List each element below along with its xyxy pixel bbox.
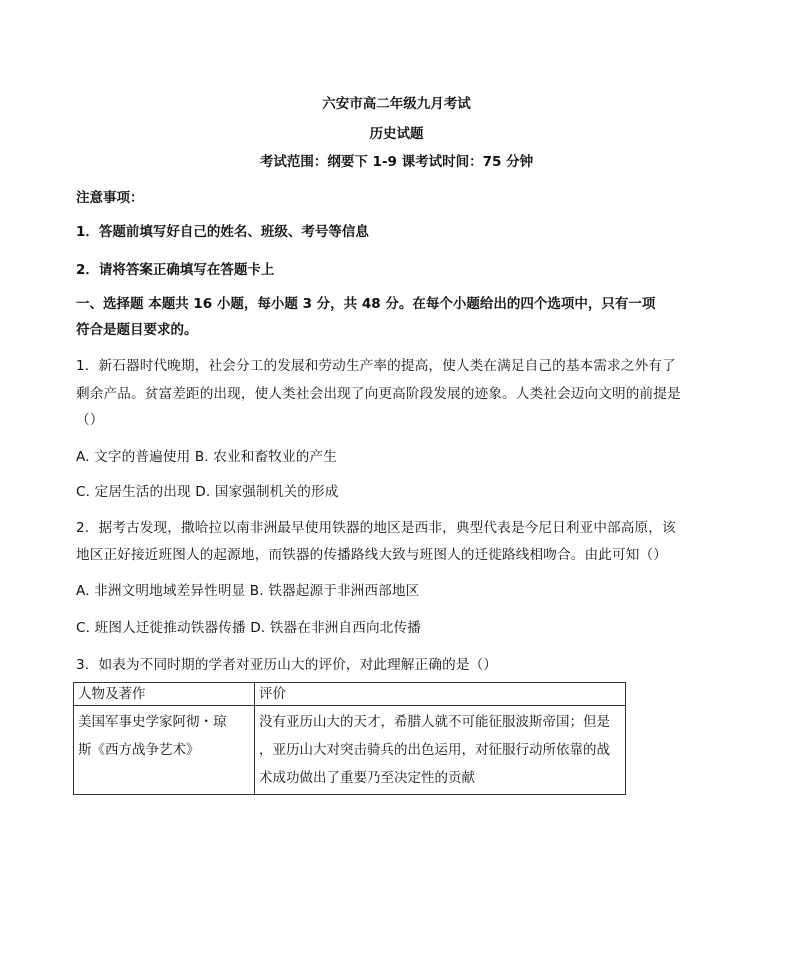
notice-item: 1．答题前填写好自己的姓名、班级、考号等信息 — [76, 224, 369, 240]
table-header-row — [74, 683, 626, 706]
cell-line: 没有亚历山大的天才，希腊人就不可能征服波斯帝国；但是 — [259, 714, 610, 730]
question-2-text: 2．据考古发现，撒哈拉以南非洲最早使用铁器的地区是西非，典型代表是今尼日利亚中部高原，该 — [76, 520, 676, 536]
exam-subtitle: 历史试题 — [369, 126, 424, 142]
section-heading-cont: 符合是题目要求的。 — [76, 322, 198, 338]
question-2-options: C. 班图人迁徙推动铁器传播 D. 铁器在非洲自西向北传播 — [76, 620, 421, 636]
cell-line: 美国军事史学家阿彻・琼 — [78, 714, 227, 730]
exam-info: 考试范围：纲要下 1-9 课考试时间：75 分钟 — [259, 154, 534, 170]
question-1-options: A. 文字的普遍使用 B. 农业和畜牧业的产生 — [76, 449, 337, 465]
notice-item: 2．请将答案正确填写在答题卡上 — [76, 262, 275, 278]
table-cell-author — [74, 706, 255, 795]
question-1-text: （） — [76, 412, 104, 428]
question-1-options: C. 定居生活的出现 D. 国家强制机关的形成 — [76, 484, 339, 500]
section-heading: 一、选择题 本题共 16 小题，每小题 3 分，共 48 分。在每个小题给出的四个选项中，只有一项 — [76, 296, 656, 312]
question-2-options: A. 非洲文明地域差异性明显 B. 铁器起源于非洲西部地区 — [76, 583, 420, 599]
cell-line: 斯《西方战争艺术》 — [78, 742, 200, 758]
question-2-text: 地区正好接近班图人的起源地，而铁器的传播路线大致与班图人的迁徙路线相吻合。由此可知（） — [76, 547, 667, 563]
table-header-cell: 人物及著作 — [74, 683, 255, 706]
question-1-text: 剩余产品。贫富差距的出现，使人类社会出现了向更高阶段发展的迹象。人类社会迈向文明的前提是 — [76, 386, 681, 402]
cell-line: ，亚历山大对突击骑兵的出色运用，对征服行动所依靠的战 — [259, 742, 610, 758]
notice-heading: 注意事项： — [76, 190, 144, 206]
table-cell-evaluation — [255, 706, 626, 795]
cell-line: 术成功做出了重要乃至决定性的贡献 — [259, 770, 475, 786]
evaluation-table — [73, 682, 626, 795]
question-3-text: 3．如表为不同时期的学者对亚历山大的评价，对此理解正确的是（） — [76, 657, 498, 673]
question-1-text: 1．新石器时代晚期，社会分工的发展和劳动生产率的提高，使人类在满足自己的基本需求之外有了 — [76, 358, 676, 374]
exam-title: 六安市高二年级九月考试 — [322, 96, 471, 112]
table-row — [74, 706, 626, 795]
table-header-cell: 评价 — [255, 683, 626, 706]
